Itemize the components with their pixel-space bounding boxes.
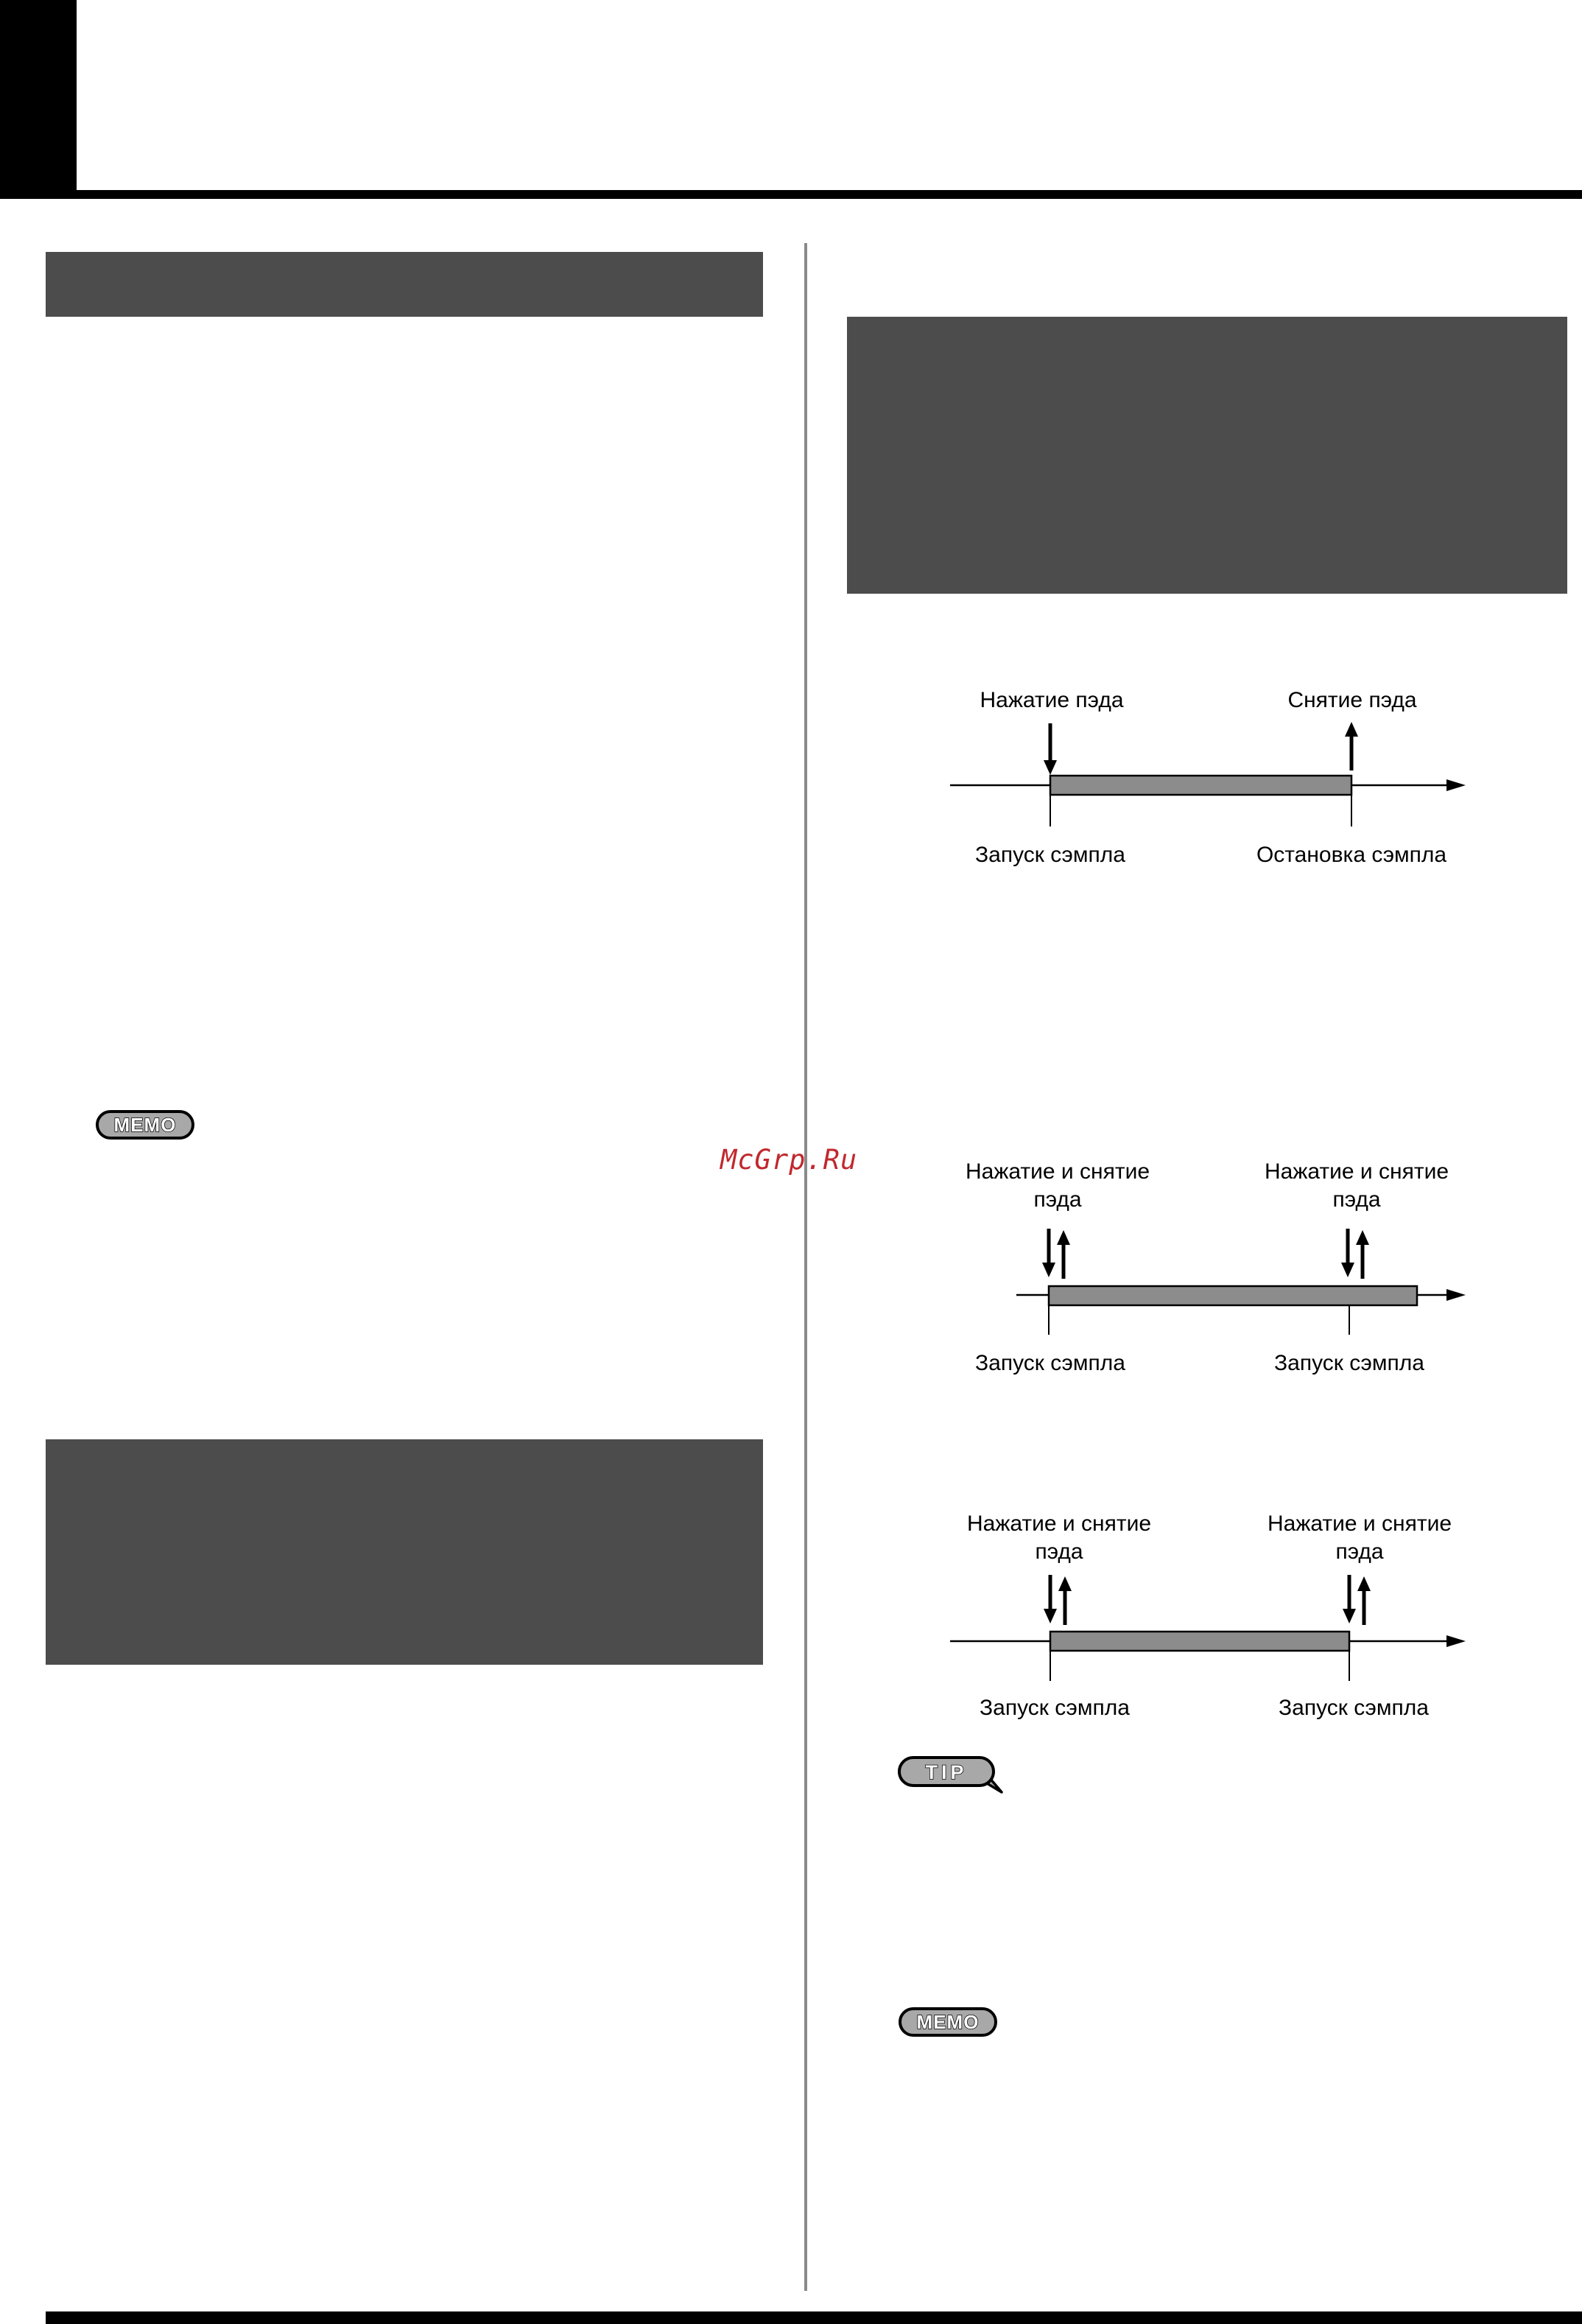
memo-badge-right: MEMO — [899, 2007, 997, 2037]
label-press-release-left-2: пэда — [1033, 1187, 1082, 1212]
timeline-arrowhead — [1446, 779, 1466, 791]
release-arrow-head — [1345, 722, 1358, 737]
sample-duration-bar — [1050, 1632, 1349, 1651]
release-arrow-left-head — [1057, 1230, 1070, 1245]
press-arrow-head — [1044, 760, 1057, 775]
sample-duration-bar — [1049, 1286, 1417, 1305]
label-sample-start: Запуск сэмпла — [975, 843, 1125, 867]
memo-badge: MEMO — [96, 1110, 194, 1140]
bottom-rule — [46, 2311, 1582, 2324]
label-press-release-left-1: Нажатие и снятие — [965, 1159, 1150, 1184]
timeline-arrowhead — [1446, 1289, 1466, 1301]
label-sample-start-left: Запуск сэмпла — [975, 1351, 1125, 1375]
release-arrow-right-head — [1357, 1576, 1371, 1591]
label-sample-stop: Остановка сэмпла — [1256, 843, 1447, 867]
tip-badge-label: TIP — [925, 1761, 968, 1783]
release-arrow-right-head — [1356, 1230, 1369, 1245]
label-press-release-left-1: Нажатие и снятие — [966, 1512, 1152, 1536]
press-arrow-left-head — [1044, 1609, 1057, 1623]
label-press-release-right-2: пэда — [1332, 1187, 1381, 1212]
watermark: McGrp.Ru — [720, 1144, 858, 1176]
top-rule — [0, 190, 1582, 199]
label-press-release-right-1: Нажатие и снятие — [1264, 1159, 1449, 1184]
press-arrow-right-head — [1343, 1609, 1356, 1623]
timeline-arrowhead — [1446, 1635, 1466, 1647]
sample-duration-bar — [1050, 776, 1351, 795]
heading-box-3 — [46, 1439, 763, 1665]
heading-box-1 — [46, 252, 763, 317]
label-sample-start-right: Запуск сэмпла — [1274, 1351, 1424, 1375]
timing-diagram-2 — [928, 1149, 1480, 1385]
release-arrow-left-head — [1058, 1576, 1072, 1591]
label-sample-start-left: Запуск сэмпла — [980, 1696, 1130, 1720]
label-pad-press: Нажатие пэда — [980, 688, 1124, 712]
corner-block — [0, 0, 77, 199]
timing-diagram-1 — [928, 678, 1480, 877]
label-sample-start-right: Запуск сэмпла — [1279, 1696, 1429, 1720]
timing-diagram-3 — [928, 1501, 1480, 1730]
heading-box-2 — [847, 317, 1567, 594]
column-divider — [804, 243, 807, 2291]
press-arrow-left-head — [1042, 1263, 1055, 1277]
label-press-release-right-2: пэда — [1335, 1540, 1384, 1564]
label-pad-release: Снятие пэда — [1287, 688, 1417, 712]
tip-badge — [897, 1755, 1005, 1795]
label-press-release-right-1: Нажатие и снятие — [1267, 1512, 1452, 1536]
label-press-release-left-2: пэда — [1035, 1540, 1083, 1564]
press-arrow-right-head — [1341, 1263, 1354, 1277]
